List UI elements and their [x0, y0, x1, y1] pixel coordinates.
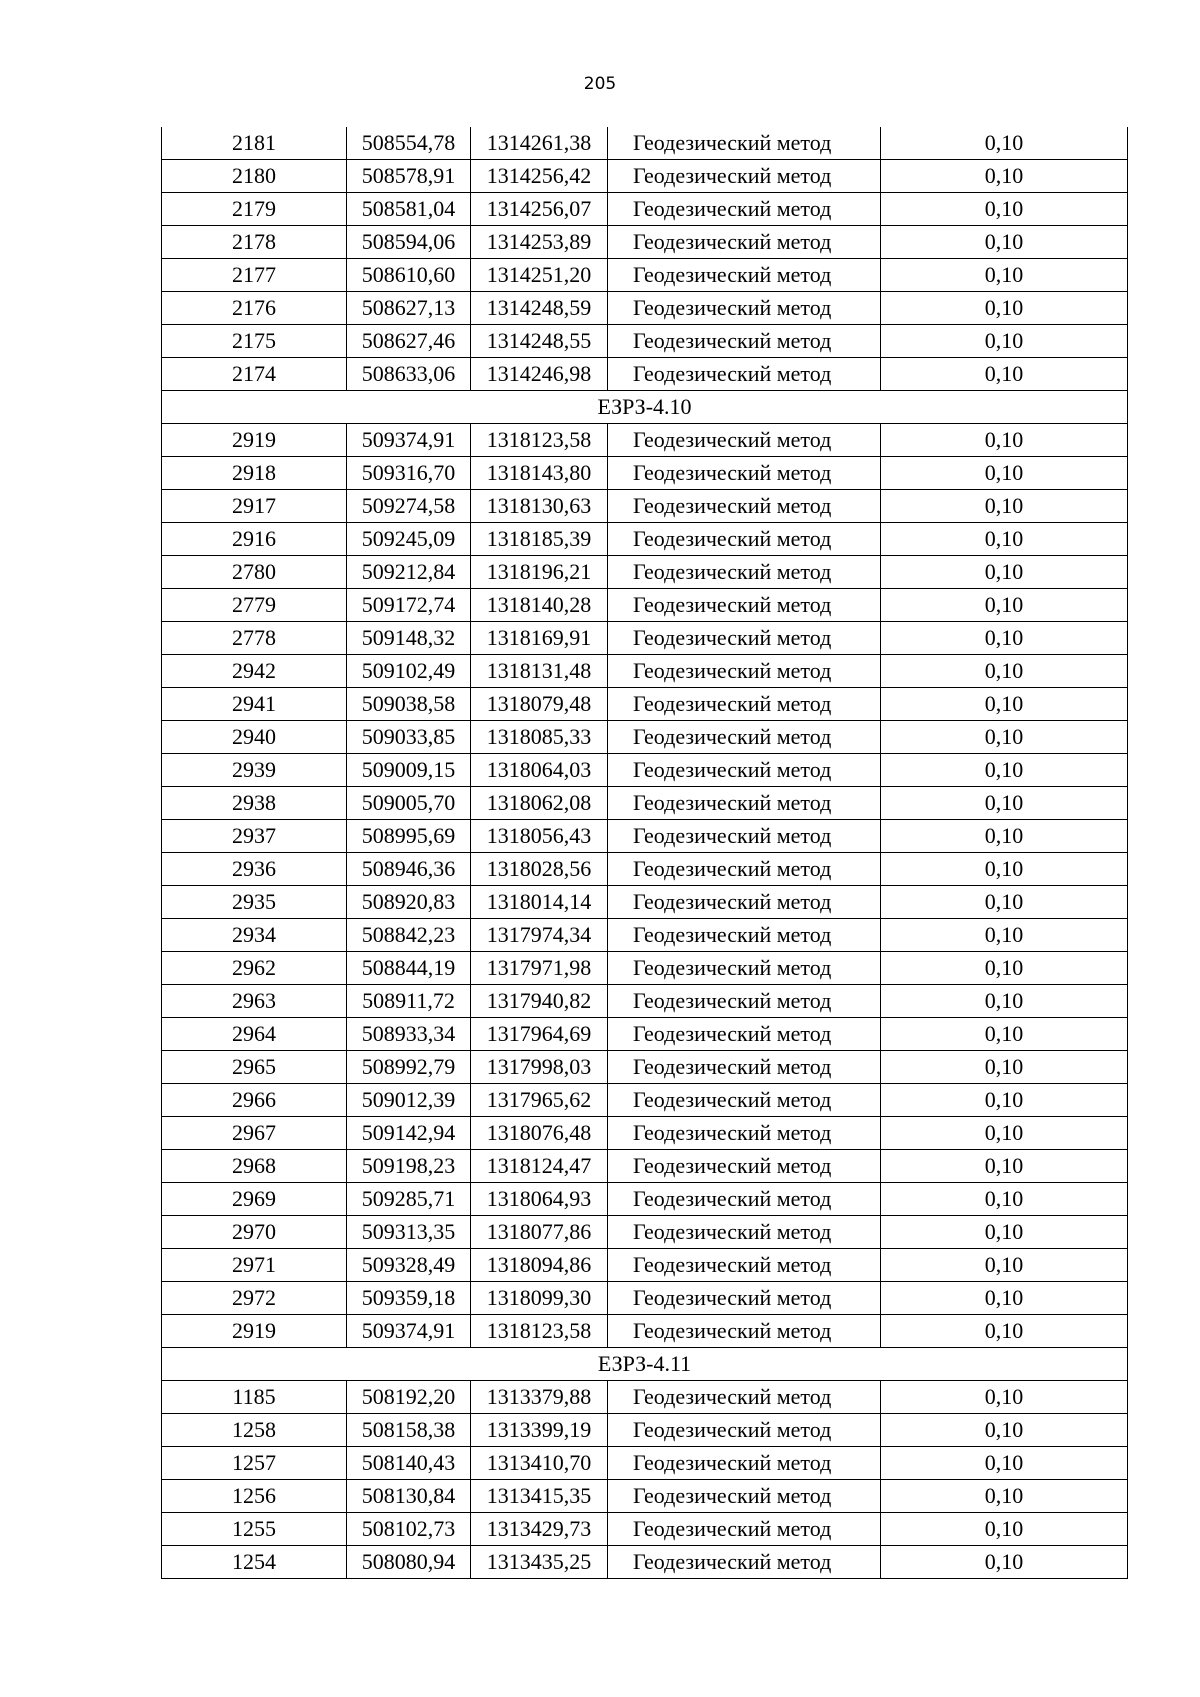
accuracy-cell: 0,10 — [881, 1315, 1128, 1348]
page-number: 205 — [583, 74, 617, 94]
point-number-cell: 2174 — [162, 358, 347, 391]
accuracy-cell: 0,10 — [881, 1414, 1128, 1447]
x-coordinate-cell: 508130,84 — [347, 1480, 471, 1513]
method-cell: Геодезический метод — [608, 721, 881, 754]
x-coordinate-cell: 509374,91 — [347, 424, 471, 457]
y-coordinate-cell: 1318079,48 — [471, 688, 608, 721]
accuracy-cell: 0,10 — [881, 952, 1128, 985]
method-cell: Геодезический метод — [608, 226, 881, 259]
accuracy-cell: 0,10 — [881, 1084, 1128, 1117]
method-cell: Геодезический метод — [608, 1249, 881, 1282]
x-coordinate-cell: 508080,94 — [347, 1546, 471, 1579]
x-coordinate-cell: 509009,15 — [347, 754, 471, 787]
table-row — [162, 919, 1128, 952]
table-row — [162, 1546, 1128, 1579]
table-row — [162, 259, 1128, 292]
point-number-cell: 2972 — [162, 1282, 347, 1315]
method-cell: Геодезический метод — [608, 1018, 881, 1051]
accuracy-cell: 0,10 — [881, 985, 1128, 1018]
table-row — [162, 424, 1128, 457]
table-row — [162, 655, 1128, 688]
table-row — [162, 457, 1128, 490]
x-coordinate-cell: 509285,71 — [347, 1183, 471, 1216]
accuracy-cell: 0,10 — [881, 523, 1128, 556]
x-coordinate-cell: 508995,69 — [347, 820, 471, 853]
x-coordinate-cell: 508920,83 — [347, 886, 471, 919]
accuracy-cell: 0,10 — [881, 721, 1128, 754]
y-coordinate-cell: 1318131,48 — [471, 655, 608, 688]
point-number-cell: 1185 — [162, 1381, 347, 1414]
y-coordinate-cell: 1317974,34 — [471, 919, 608, 952]
accuracy-cell: 0,10 — [881, 556, 1128, 589]
method-cell: Геодезический метод — [608, 1084, 881, 1117]
method-cell: Геодезический метод — [608, 292, 881, 325]
x-coordinate-cell: 508581,04 — [347, 193, 471, 226]
point-number-cell: 1254 — [162, 1546, 347, 1579]
method-cell: Геодезический метод — [608, 952, 881, 985]
point-number-cell: 2941 — [162, 688, 347, 721]
accuracy-cell: 0,10 — [881, 655, 1128, 688]
y-coordinate-cell: 1318028,56 — [471, 853, 608, 886]
accuracy-cell: 0,10 — [881, 358, 1128, 391]
y-coordinate-cell: 1314246,98 — [471, 358, 608, 391]
accuracy-cell: 0,10 — [881, 820, 1128, 853]
method-cell: Геодезический метод — [608, 853, 881, 886]
y-coordinate-cell: 1314251,20 — [471, 259, 608, 292]
x-coordinate-cell: 508946,36 — [347, 853, 471, 886]
accuracy-cell: 0,10 — [881, 1381, 1128, 1414]
method-cell: Геодезический метод — [608, 457, 881, 490]
x-coordinate-cell: 509313,35 — [347, 1216, 471, 1249]
method-cell: Геодезический метод — [608, 622, 881, 655]
accuracy-cell: 0,10 — [881, 1018, 1128, 1051]
section-header-row — [162, 391, 1128, 424]
point-number-cell: 2177 — [162, 259, 347, 292]
table-row — [162, 193, 1128, 226]
x-coordinate-cell: 508610,60 — [347, 259, 471, 292]
accuracy-cell: 0,10 — [881, 424, 1128, 457]
accuracy-cell: 0,10 — [881, 754, 1128, 787]
x-coordinate-cell: 508933,34 — [347, 1018, 471, 1051]
point-number-cell: 2970 — [162, 1216, 347, 1249]
y-coordinate-cell: 1313379,88 — [471, 1381, 608, 1414]
accuracy-cell: 0,10 — [881, 1447, 1128, 1480]
method-cell: Геодезический метод — [608, 523, 881, 556]
table-row — [162, 952, 1128, 985]
x-coordinate-cell: 508102,73 — [347, 1513, 471, 1546]
x-coordinate-cell: 508627,46 — [347, 325, 471, 358]
table-row — [162, 127, 1128, 160]
y-coordinate-cell: 1318064,93 — [471, 1183, 608, 1216]
coordinates-table-body — [162, 127, 1128, 1579]
accuracy-cell: 0,10 — [881, 1249, 1128, 1282]
point-number-cell: 2935 — [162, 886, 347, 919]
y-coordinate-cell: 1318085,33 — [471, 721, 608, 754]
accuracy-cell: 0,10 — [881, 1216, 1128, 1249]
y-coordinate-cell: 1318130,63 — [471, 490, 608, 523]
x-coordinate-cell: 509245,09 — [347, 523, 471, 556]
method-cell: Геодезический метод — [608, 325, 881, 358]
x-coordinate-cell: 509198,23 — [347, 1150, 471, 1183]
table-row — [162, 1381, 1128, 1414]
accuracy-cell: 0,10 — [881, 292, 1128, 325]
y-coordinate-cell: 1314261,38 — [471, 127, 608, 160]
y-coordinate-cell: 1314248,55 — [471, 325, 608, 358]
x-coordinate-cell: 509012,39 — [347, 1084, 471, 1117]
y-coordinate-cell: 1318056,43 — [471, 820, 608, 853]
accuracy-cell: 0,10 — [881, 1150, 1128, 1183]
x-coordinate-cell: 509102,49 — [347, 655, 471, 688]
x-coordinate-cell: 508911,72 — [347, 985, 471, 1018]
method-cell: Геодезический метод — [608, 1117, 881, 1150]
table-row — [162, 853, 1128, 886]
table-row — [162, 886, 1128, 919]
x-coordinate-cell: 508842,23 — [347, 919, 471, 952]
y-coordinate-cell: 1318123,58 — [471, 424, 608, 457]
point-number-cell: 2965 — [162, 1051, 347, 1084]
method-cell: Геодезический метод — [608, 1282, 881, 1315]
table-row — [162, 1282, 1128, 1315]
y-coordinate-cell: 1313435,25 — [471, 1546, 608, 1579]
y-coordinate-cell: 1318140,28 — [471, 589, 608, 622]
y-coordinate-cell: 1317964,69 — [471, 1018, 608, 1051]
point-number-cell: 2962 — [162, 952, 347, 985]
y-coordinate-cell: 1318124,47 — [471, 1150, 608, 1183]
x-coordinate-cell: 508844,19 — [347, 952, 471, 985]
point-number-cell: 2175 — [162, 325, 347, 358]
point-number-cell: 2942 — [162, 655, 347, 688]
x-coordinate-cell: 509212,84 — [347, 556, 471, 589]
table-row — [162, 787, 1128, 820]
y-coordinate-cell: 1317965,62 — [471, 1084, 608, 1117]
method-cell: Геодезический метод — [608, 985, 881, 1018]
method-cell: Геодезический метод — [608, 1315, 881, 1348]
y-coordinate-cell: 1318099,30 — [471, 1282, 608, 1315]
x-coordinate-cell: 508140,43 — [347, 1447, 471, 1480]
y-coordinate-cell: 1318077,86 — [471, 1216, 608, 1249]
x-coordinate-cell: 509038,58 — [347, 688, 471, 721]
table-row — [162, 1315, 1128, 1348]
method-cell: Геодезический метод — [608, 490, 881, 523]
x-coordinate-cell: 508192,20 — [347, 1381, 471, 1414]
table-row — [162, 721, 1128, 754]
table-row — [162, 820, 1128, 853]
accuracy-cell: 0,10 — [881, 457, 1128, 490]
table-row — [162, 622, 1128, 655]
accuracy-cell: 0,10 — [881, 160, 1128, 193]
method-cell: Геодезический метод — [608, 1183, 881, 1216]
accuracy-cell: 0,10 — [881, 1117, 1128, 1150]
method-cell: Геодезический метод — [608, 556, 881, 589]
accuracy-cell: 0,10 — [881, 1480, 1128, 1513]
point-number-cell: 1255 — [162, 1513, 347, 1546]
x-coordinate-cell: 509328,49 — [347, 1249, 471, 1282]
y-coordinate-cell: 1314253,89 — [471, 226, 608, 259]
accuracy-cell: 0,10 — [881, 1051, 1128, 1084]
y-coordinate-cell: 1314256,42 — [471, 160, 608, 193]
point-number-cell: 2778 — [162, 622, 347, 655]
table-row — [162, 1414, 1128, 1447]
table-row — [162, 292, 1128, 325]
x-coordinate-cell: 508633,06 — [347, 358, 471, 391]
method-cell: Геодезический метод — [608, 655, 881, 688]
accuracy-cell: 0,10 — [881, 325, 1128, 358]
method-cell: Геодезический метод — [608, 127, 881, 160]
method-cell: Геодезический метод — [608, 688, 881, 721]
table-row — [162, 226, 1128, 259]
table-row — [162, 1051, 1128, 1084]
section-title: ЕЗРЗ-4.10 — [162, 391, 1128, 424]
table-row — [162, 1447, 1128, 1480]
accuracy-cell: 0,10 — [881, 490, 1128, 523]
y-coordinate-cell: 1318094,86 — [471, 1249, 608, 1282]
point-number-cell: 2179 — [162, 193, 347, 226]
accuracy-cell: 0,10 — [881, 1513, 1128, 1546]
method-cell: Геодезический метод — [608, 1414, 881, 1447]
x-coordinate-cell: 508578,91 — [347, 160, 471, 193]
method-cell: Геодезический метод — [608, 589, 881, 622]
point-number-cell: 2971 — [162, 1249, 347, 1282]
table-row — [162, 754, 1128, 787]
x-coordinate-cell: 508594,06 — [347, 226, 471, 259]
point-number-cell: 2176 — [162, 292, 347, 325]
accuracy-cell: 0,10 — [881, 886, 1128, 919]
method-cell: Геодезический метод — [608, 820, 881, 853]
y-coordinate-cell: 1317940,82 — [471, 985, 608, 1018]
point-number-cell: 2937 — [162, 820, 347, 853]
x-coordinate-cell: 509374,91 — [347, 1315, 471, 1348]
point-number-cell: 2966 — [162, 1084, 347, 1117]
point-number-cell: 2779 — [162, 589, 347, 622]
x-coordinate-cell: 509005,70 — [347, 787, 471, 820]
table-row — [162, 490, 1128, 523]
table-row — [162, 358, 1128, 391]
point-number-cell: 2917 — [162, 490, 347, 523]
method-cell: Геодезический метод — [608, 259, 881, 292]
accuracy-cell: 0,10 — [881, 688, 1128, 721]
y-coordinate-cell: 1313410,70 — [471, 1447, 608, 1480]
table-row — [162, 556, 1128, 589]
point-number-cell: 2968 — [162, 1150, 347, 1183]
coordinates-table — [161, 127, 1128, 1579]
y-coordinate-cell: 1318014,14 — [471, 886, 608, 919]
point-number-cell: 2934 — [162, 919, 347, 952]
x-coordinate-cell: 508992,79 — [347, 1051, 471, 1084]
x-coordinate-cell: 508158,38 — [347, 1414, 471, 1447]
point-number-cell: 2918 — [162, 457, 347, 490]
point-number-cell: 2936 — [162, 853, 347, 886]
point-number-cell: 2180 — [162, 160, 347, 193]
accuracy-cell: 0,10 — [881, 787, 1128, 820]
table-row — [162, 1150, 1128, 1183]
method-cell: Геодезический метод — [608, 919, 881, 952]
method-cell: Геодезический метод — [608, 1447, 881, 1480]
point-number-cell: 2939 — [162, 754, 347, 787]
accuracy-cell: 0,10 — [881, 127, 1128, 160]
table-row — [162, 1183, 1128, 1216]
point-number-cell: 2963 — [162, 985, 347, 1018]
method-cell: Геодезический метод — [608, 424, 881, 457]
y-coordinate-cell: 1318185,39 — [471, 523, 608, 556]
point-number-cell: 2940 — [162, 721, 347, 754]
method-cell: Геодезический метод — [608, 787, 881, 820]
y-coordinate-cell: 1318143,80 — [471, 457, 608, 490]
point-number-cell: 2916 — [162, 523, 347, 556]
y-coordinate-cell: 1313399,19 — [471, 1414, 608, 1447]
point-number-cell: 1258 — [162, 1414, 347, 1447]
x-coordinate-cell: 509142,94 — [347, 1117, 471, 1150]
point-number-cell: 2919 — [162, 1315, 347, 1348]
point-number-cell: 2969 — [162, 1183, 347, 1216]
method-cell: Геодезический метод — [608, 358, 881, 391]
accuracy-cell: 0,10 — [881, 1546, 1128, 1579]
accuracy-cell: 0,10 — [881, 853, 1128, 886]
accuracy-cell: 0,10 — [881, 226, 1128, 259]
method-cell: Геодезический метод — [608, 886, 881, 919]
table-row — [162, 523, 1128, 556]
point-number-cell: 1257 — [162, 1447, 347, 1480]
method-cell: Геодезический метод — [608, 1150, 881, 1183]
table-row — [162, 1018, 1128, 1051]
x-coordinate-cell: 509033,85 — [347, 721, 471, 754]
method-cell: Геодезический метод — [608, 1051, 881, 1084]
y-coordinate-cell: 1318062,08 — [471, 787, 608, 820]
table-row — [162, 1249, 1128, 1282]
point-number-cell: 2178 — [162, 226, 347, 259]
accuracy-cell: 0,10 — [881, 259, 1128, 292]
y-coordinate-cell: 1314256,07 — [471, 193, 608, 226]
method-cell: Геодезический метод — [608, 1216, 881, 1249]
y-coordinate-cell: 1318123,58 — [471, 1315, 608, 1348]
section-header-row — [162, 1348, 1128, 1381]
method-cell: Геодезический метод — [608, 1381, 881, 1414]
point-number-cell: 2780 — [162, 556, 347, 589]
x-coordinate-cell: 509172,74 — [347, 589, 471, 622]
point-number-cell: 2938 — [162, 787, 347, 820]
table-row — [162, 325, 1128, 358]
method-cell: Геодезический метод — [608, 1480, 881, 1513]
accuracy-cell: 0,10 — [881, 1282, 1128, 1315]
table-row — [162, 1117, 1128, 1150]
table-row — [162, 160, 1128, 193]
accuracy-cell: 0,10 — [881, 193, 1128, 226]
table-row — [162, 1216, 1128, 1249]
x-coordinate-cell: 509148,32 — [347, 622, 471, 655]
y-coordinate-cell: 1313415,35 — [471, 1480, 608, 1513]
table-row — [162, 688, 1128, 721]
y-coordinate-cell: 1318076,48 — [471, 1117, 608, 1150]
table-row — [162, 1084, 1128, 1117]
method-cell: Геодезический метод — [608, 754, 881, 787]
x-coordinate-cell: 508627,13 — [347, 292, 471, 325]
point-number-cell: 2967 — [162, 1117, 347, 1150]
table-row — [162, 985, 1128, 1018]
y-coordinate-cell: 1317998,03 — [471, 1051, 608, 1084]
method-cell: Геодезический метод — [608, 160, 881, 193]
y-coordinate-cell: 1314248,59 — [471, 292, 608, 325]
table-row — [162, 1513, 1128, 1546]
accuracy-cell: 0,10 — [881, 589, 1128, 622]
accuracy-cell: 0,10 — [881, 919, 1128, 952]
table-row — [162, 589, 1128, 622]
point-number-cell: 1256 — [162, 1480, 347, 1513]
method-cell: Геодезический метод — [608, 193, 881, 226]
y-coordinate-cell: 1318196,21 — [471, 556, 608, 589]
method-cell: Геодезический метод — [608, 1546, 881, 1579]
y-coordinate-cell: 1318169,91 — [471, 622, 608, 655]
x-coordinate-cell: 508554,78 — [347, 127, 471, 160]
x-coordinate-cell: 509274,58 — [347, 490, 471, 523]
x-coordinate-cell: 509359,18 — [347, 1282, 471, 1315]
section-title: ЕЗРЗ-4.11 — [162, 1348, 1128, 1381]
y-coordinate-cell: 1318064,03 — [471, 754, 608, 787]
point-number-cell: 2181 — [162, 127, 347, 160]
accuracy-cell: 0,10 — [881, 1183, 1128, 1216]
y-coordinate-cell: 1317971,98 — [471, 952, 608, 985]
x-coordinate-cell: 509316,70 — [347, 457, 471, 490]
point-number-cell: 2919 — [162, 424, 347, 457]
method-cell: Геодезический метод — [608, 1513, 881, 1546]
accuracy-cell: 0,10 — [881, 622, 1128, 655]
table-row — [162, 1480, 1128, 1513]
y-coordinate-cell: 1313429,73 — [471, 1513, 608, 1546]
point-number-cell: 2964 — [162, 1018, 347, 1051]
